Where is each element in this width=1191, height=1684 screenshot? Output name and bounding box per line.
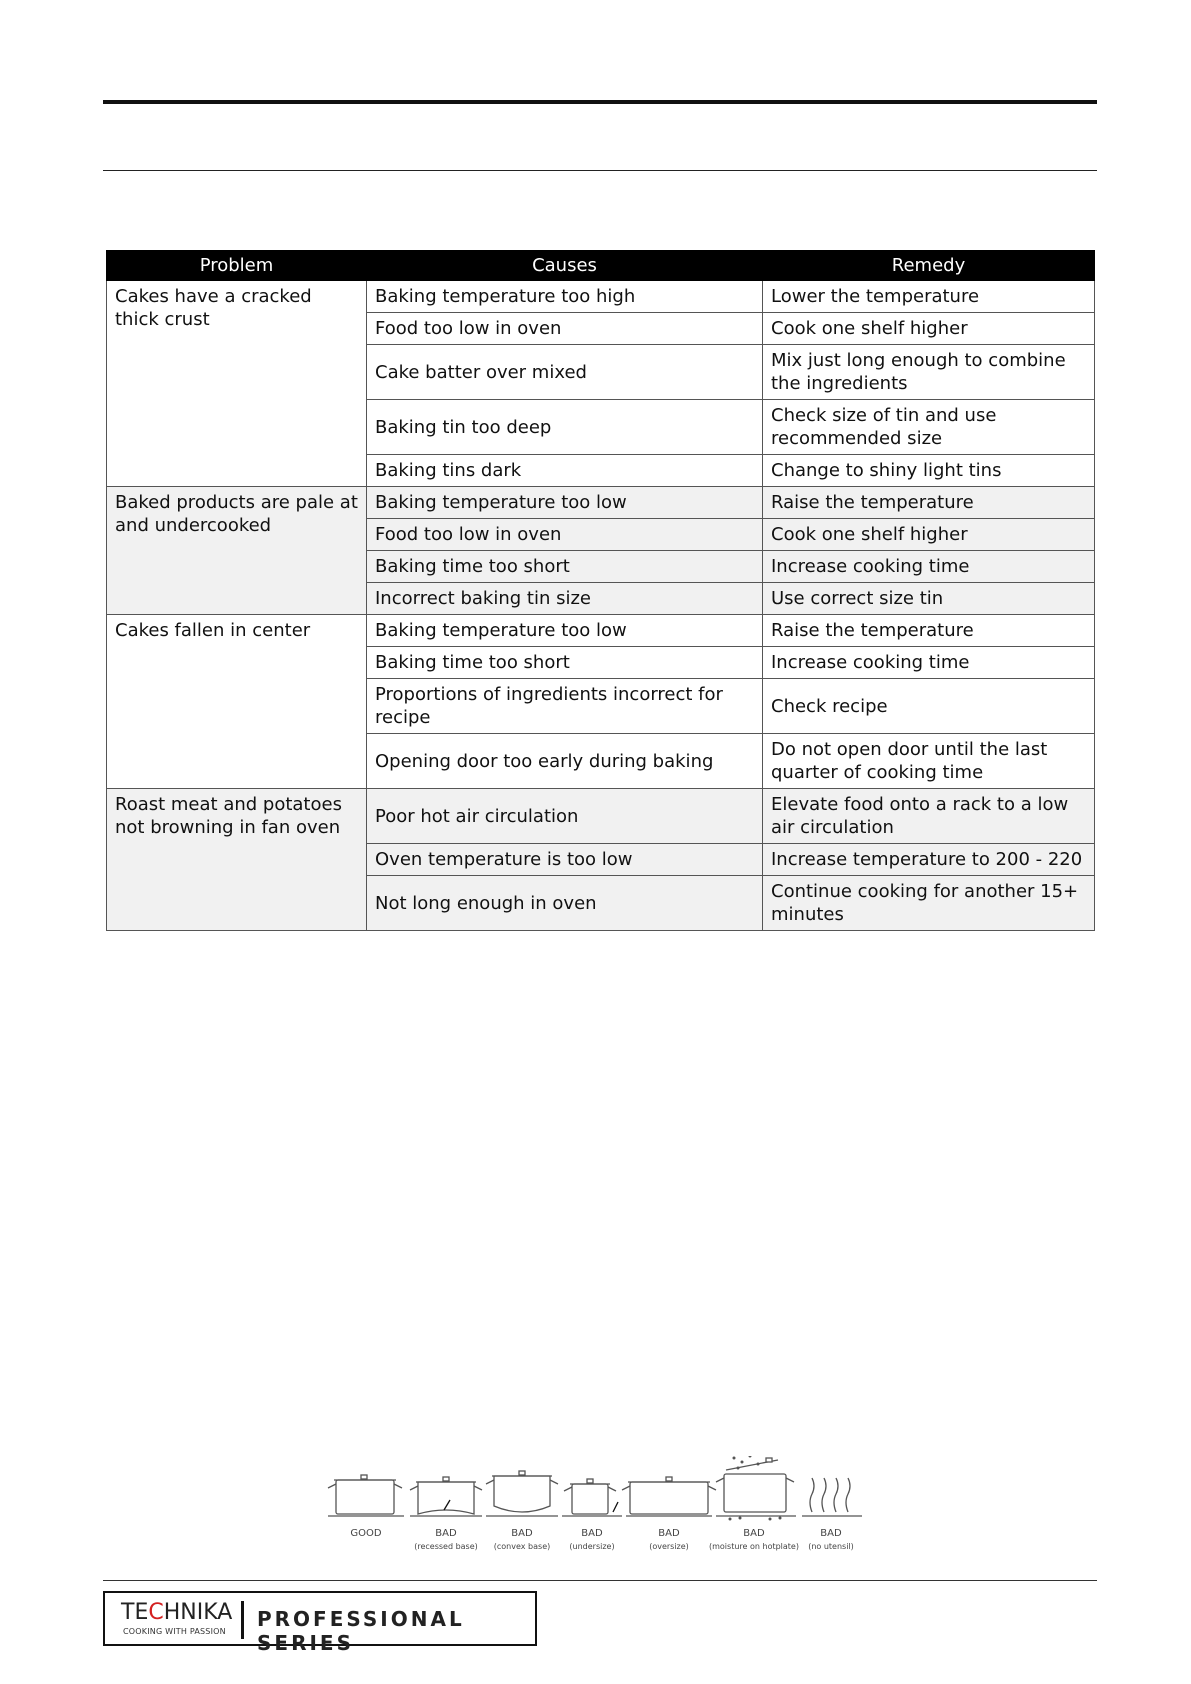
problem-cell: Cakes fallen in center — [107, 615, 367, 789]
remedy-cell: Increase cooking time — [763, 647, 1095, 679]
cookware-note: (moisture on hotplate) — [709, 1542, 799, 1551]
cause-cell: Oven temperature is too low — [367, 844, 763, 876]
remedy-cell: Cook one shelf higher — [763, 313, 1095, 345]
problem-cell: Baked products are pale at and undercooked — [107, 487, 367, 615]
footer-rule — [103, 1580, 1097, 1581]
problem-cell: Cakes have a cracked thick crust — [107, 281, 367, 487]
remedy-cell: Check size of tin and use recommended size — [763, 400, 1095, 455]
pot-undersize-icon — [562, 1479, 622, 1516]
remedy-cell: Change to shiny light tins — [763, 455, 1095, 487]
table-row — [107, 615, 1095, 647]
cookware-label: BAD — [435, 1528, 457, 1539]
cookware-label: BAD — [820, 1528, 842, 1539]
remedy-cell: Raise the temperature — [763, 487, 1095, 519]
cause-cell: Poor hot air circulation — [367, 789, 763, 844]
cause-cell: Not long enough in oven — [367, 876, 763, 931]
cookware-note: (undersize) — [569, 1542, 615, 1551]
pot-moisture-icon — [716, 1456, 796, 1521]
series-name: PROFESSIONAL SERIES — [257, 1607, 465, 1655]
header-remedy: Remedy — [763, 251, 1095, 281]
brand-wordmark: TECHNIKA — [121, 1600, 233, 1625]
cause-cell: Cake batter over mixed — [367, 345, 763, 400]
remedy-cell: Raise the temperature — [763, 615, 1095, 647]
remedy-cell: Mix just long enough to combine the ingredients — [763, 345, 1095, 400]
no-utensil-icon — [802, 1478, 862, 1516]
table-header-row — [107, 251, 1095, 281]
cause-cell: Proportions of ingredients incorrect for recipe — [367, 679, 763, 734]
cause-cell: Baking time too short — [367, 551, 763, 583]
cookware-label: BAD — [511, 1528, 533, 1539]
table-row — [107, 789, 1095, 844]
remedy-cell: Elevate food onto a rack to a low air circulation — [763, 789, 1095, 844]
cookware-label: BAD — [658, 1528, 680, 1539]
table-row — [107, 487, 1095, 519]
remedy-cell: Cook one shelf higher — [763, 519, 1095, 551]
brand-tagline: COOKING WITH PASSION — [123, 1627, 226, 1636]
top-rule — [103, 100, 1097, 104]
cause-cell: Opening door too early during baking — [367, 734, 763, 789]
cause-cell: Baking tin too deep — [367, 400, 763, 455]
remedy-cell: Do not open door until the last quarter of cooking time — [763, 734, 1095, 789]
cookware-note: (oversize) — [649, 1542, 689, 1551]
problem-cell: Roast meat and potatoes not browning in fan oven — [107, 789, 367, 931]
cookware-note: (recessed base) — [414, 1542, 478, 1551]
cause-cell: Baking temperature too low — [367, 487, 763, 519]
pot-recessed-base-icon — [410, 1477, 482, 1516]
cause-cell: Food too low in oven — [367, 519, 763, 551]
cookware-note: (convex base) — [493, 1542, 551, 1551]
cookware-illustration — [326, 1456, 866, 1562]
pot-oversize-icon — [622, 1477, 716, 1516]
remedy-cell: Use correct size tin — [763, 583, 1095, 615]
header-problem: Problem — [107, 251, 367, 281]
remedy-cell: Increase temperature to 200 - 220 — [763, 844, 1095, 876]
cookware-label: BAD — [743, 1528, 765, 1539]
cause-cell: Baking temperature too low — [367, 615, 763, 647]
cause-cell: Food too low in oven — [367, 313, 763, 345]
brand-logo — [103, 1591, 537, 1655]
pot-good-icon — [328, 1475, 404, 1516]
remedy-cell: Continue cooking for another 15+ minutes — [763, 876, 1095, 931]
cause-cell: Incorrect baking tin size — [367, 583, 763, 615]
table-row — [107, 281, 1095, 313]
remedy-cell: Lower the temperature — [763, 281, 1095, 313]
pot-convex-base-icon — [486, 1471, 558, 1516]
remedy-cell: Increase cooking time — [763, 551, 1095, 583]
cause-cell: Baking temperature too high — [367, 281, 763, 313]
cookware-label: GOOD — [350, 1528, 382, 1539]
cookware-note: (no utensil) — [808, 1542, 854, 1551]
cause-cell: Baking tins dark — [367, 455, 763, 487]
header-causes: Causes — [367, 251, 763, 281]
cause-cell: Baking time too short — [367, 647, 763, 679]
header-rule — [103, 170, 1097, 171]
troubleshooting-table — [106, 250, 1095, 931]
logo-divider — [241, 1601, 244, 1639]
cookware-label: BAD — [581, 1528, 603, 1539]
remedy-cell: Check recipe — [763, 679, 1095, 734]
